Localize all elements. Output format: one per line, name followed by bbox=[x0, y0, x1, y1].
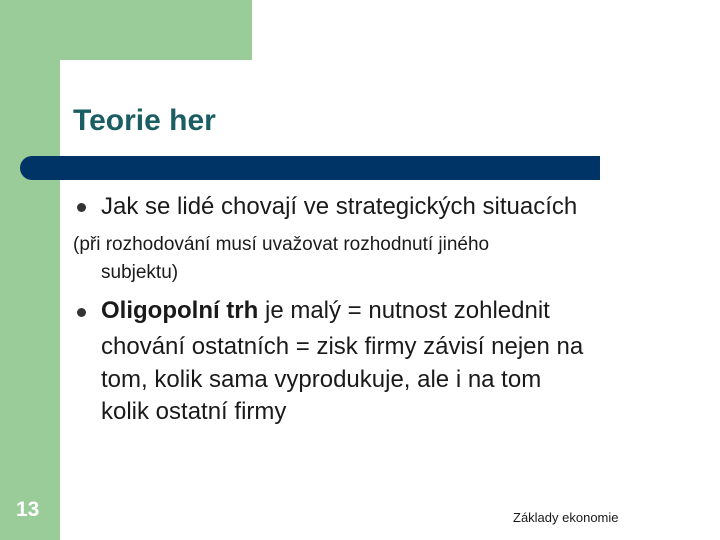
bullet-text-1: Jak se lidé chovají ve strategických situacích bbox=[101, 193, 578, 220]
note-line-2: subjektu) bbox=[101, 262, 179, 283]
footer-text: Základy ekonomie bbox=[513, 510, 619, 525]
bullet-text-2-bold: Oligopolní trh bbox=[101, 297, 259, 324]
slide-title: Teorie her bbox=[73, 104, 216, 137]
bullet-text-2-line-3: tom, kolik sama vyprodukuje, ale i na tom bbox=[101, 366, 542, 393]
title-underline-bar bbox=[20, 156, 600, 180]
slide-number: 13 bbox=[16, 498, 40, 521]
bullet-text-2-line-4: kolik ostatní firmy bbox=[101, 398, 287, 425]
left-green-band bbox=[0, 0, 60, 540]
top-green-block bbox=[60, 0, 252, 60]
bullet-text-2-rest: je malý = nutnost zohlednit bbox=[258, 297, 550, 324]
bullet-text-2-line-2: chování ostatních = zisk firmy závisí nejen na bbox=[101, 333, 584, 360]
bullet-text-2-line-1 bbox=[101, 297, 550, 325]
bullet-dot bbox=[77, 203, 86, 212]
bullet-dot bbox=[77, 308, 86, 317]
note-line-1: (při rozhodování musí uvažovat rozhodnutí jiného bbox=[73, 234, 490, 255]
